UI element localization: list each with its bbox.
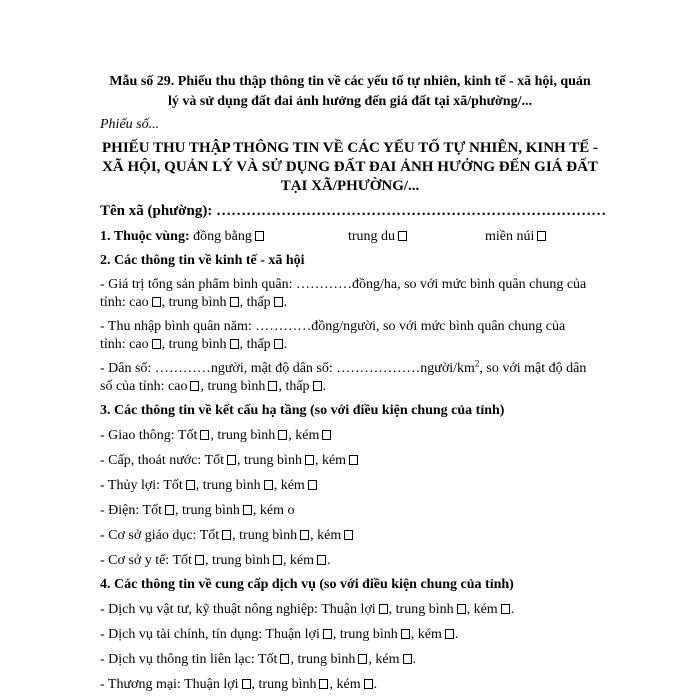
finance-good-label: - Dịch vụ tài chính, tín dụng: Thuận lợi [100, 627, 320, 642]
opt-midland [348, 228, 408, 246]
checkbox-income-low[interactable] [274, 339, 283, 349]
checkbox-electricity-medium[interactable] [243, 505, 252, 515]
pop-low-label: thấp [285, 379, 310, 394]
checkbox-agri-medium[interactable] [457, 604, 466, 614]
income-high-label: tỉnh: cao [100, 337, 149, 352]
opt-mountain [485, 228, 547, 246]
gdp-high-label: tỉnh: cao [100, 295, 149, 310]
checkbox-agri-good[interactable] [379, 604, 388, 614]
pop-medium-label: trung bình [207, 379, 266, 394]
checkbox-income-high[interactable] [152, 339, 161, 349]
water-row: - Cấp, thoát nước: Tốt , trung bình , kém [100, 452, 359, 470]
checkbox-gdp-high[interactable] [152, 297, 161, 307]
opt-midland-label: trung du [348, 229, 396, 244]
population-text: - Dân số: …………người, mật độ dân số: ………………người/km [100, 361, 475, 376]
trade-poor-label: kém [336, 677, 361, 692]
form-title-line2: lý và sử dụng đất đai ảnh hưởng đến giá đất tại xã/phường/... [168, 94, 532, 109]
commune-field[interactable] [100, 202, 606, 220]
main-title-line1: PHIẾU THU THẬP THÔNG TIN VỀ CÁC YẾU TỐ TỰ NHIÊN, KINH TẾ - [102, 140, 598, 156]
trade-medium-label: trung bình [258, 677, 317, 692]
checkbox-telecom-good[interactable] [280, 654, 289, 664]
electricity-poor-label: kém o [259, 503, 295, 518]
telecom-good-label: - Dịch vụ thông tin liên lạc: Tốt [100, 652, 278, 667]
trade-good-label: - Thương mại: Thuận lợi [100, 677, 239, 692]
checkbox-pop-high[interactable] [190, 381, 199, 391]
checkbox-traffic-poor[interactable] [322, 430, 331, 440]
checkbox-electricity-good[interactable] [165, 505, 174, 515]
gdp-low-label: thấp [246, 295, 271, 310]
education-medium-label: trung bình [239, 528, 298, 543]
checkbox-irrigation-poor[interactable] [308, 480, 317, 490]
income-line1: - Thu nhập bình quân năm: …………đồng/người, so với mức bình quân chung của [100, 319, 566, 334]
irrigation-good-label: - Thủy lợi: Tốt [100, 478, 183, 493]
irrigation-row: - Thủy lợi: Tốt , trung bình , kém [100, 477, 318, 495]
checkbox-trade-medium[interactable] [319, 679, 328, 689]
agri-poor-label: kém [473, 602, 498, 617]
water-good-label: - Cấp, thoát nước: Tốt [100, 453, 224, 468]
telecom-service-row: - Dịch vụ thông tin liên lạc: Tốt , trung bình , kém . [100, 652, 416, 667]
gdp-line1: - Giá trị tổng sản phẩm bình quân: …………đồng/ha, so với mức bình quân chung của [100, 277, 587, 292]
section1-row [100, 228, 265, 246]
checkbox-irrigation-medium[interactable] [264, 480, 273, 490]
agri-service-row: - Dịch vụ vật tư, kỹ thuật nông nghiệp: Thuận lợi , trung bình , kém . [100, 602, 515, 617]
form-number: Phiếu số... [100, 117, 160, 132]
checkbox-midland[interactable] [398, 231, 407, 241]
traffic-medium-label: trung bình [217, 428, 276, 443]
finance-service-row: - Dịch vụ tài chính, tín dụng: Thuận lợi , trung bình , kém . [100, 627, 459, 642]
checkbox-telecom-medium[interactable] [358, 654, 367, 664]
section2-heading: 2. Các thông tin về kinh tế - xã hội [100, 253, 305, 268]
traffic-poor-label: kém [295, 428, 320, 443]
commune-dots: …………………………………………………………………… [216, 203, 607, 219]
telecom-poor-label: kém [375, 652, 400, 667]
checkbox-income-medium[interactable] [230, 339, 239, 349]
finance-poor-label: kém [417, 627, 442, 642]
section1-heading: 1. Thuộc vùng: [100, 229, 190, 244]
health-good-label: - Cơ sở y tế: Tốt [100, 553, 192, 568]
form-title-line1: Mẫu số 29. Phiếu thu thập thông tin về các yếu tố tự nhiên, kinh tế - xã hội, quản [109, 74, 591, 89]
checkbox-health-good[interactable] [195, 555, 204, 565]
checkbox-gdp-medium[interactable] [230, 297, 239, 307]
checkbox-finance-good[interactable] [323, 629, 332, 639]
population-text-end: , so với mật độ dân [479, 361, 587, 376]
agri-good-label: - Dịch vụ vật tư, kỹ thuật nông nghiệp: Thuận lợi [100, 602, 376, 617]
irrigation-poor-label: kém [280, 478, 305, 493]
main-title-line3: TẠI XÃ/PHƯỜNG/... [280, 178, 420, 194]
telecom-medium-label: trung bình [297, 652, 356, 667]
checkbox-education-medium[interactable] [300, 530, 309, 540]
gdp-medium-label: trung bình [168, 295, 227, 310]
opt-mountain-label: miền núi [485, 229, 535, 244]
irrigation-medium-label: trung bình [202, 478, 261, 493]
gdp-line2: tỉnh: cao , trung bình , thấp . [100, 295, 288, 310]
checkbox-traffic-medium[interactable] [278, 430, 287, 440]
checkbox-trade-good[interactable] [242, 679, 251, 689]
opt-plain-label: đồng bằng [193, 229, 252, 244]
income-low-label: thấp [246, 337, 271, 352]
commune-label: Tên xã (phường): [100, 203, 217, 219]
telecom-period: . [412, 652, 416, 667]
checkbox-health-poor[interactable] [317, 555, 326, 565]
education-poor-label: kém [317, 528, 342, 543]
checkbox-pop-medium[interactable] [268, 381, 277, 391]
education-good-label: - Cơ sở giáo dục: Tốt [100, 528, 220, 543]
checkbox-water-good[interactable] [227, 455, 236, 465]
checkbox-pop-low[interactable] [313, 381, 322, 391]
education-row: - Cơ sở giáo dục: Tốt , trung bình , kém [100, 527, 354, 545]
checkbox-trade-poor[interactable] [364, 679, 373, 689]
checkbox-gdp-low[interactable] [274, 297, 283, 307]
agri-period: . [510, 602, 515, 617]
checkbox-finance-medium[interactable] [401, 629, 410, 639]
main-title-line2: XÃ HỘI, QUẢN LÝ VÀ SỬ DỤNG ĐẤT ĐAI ẢNH HƯỞNG ĐẾN GIÁ ĐẤT [102, 159, 598, 175]
electricity-good-label: - Điện: Tốt [100, 503, 162, 518]
income-line2: tỉnh: cao , trung bình , thấp . [100, 337, 288, 352]
checkbox-education-good[interactable] [222, 530, 231, 540]
electricity-row: - Điện: Tốt , trung bình , kém o [100, 503, 295, 518]
checkbox-plain[interactable] [255, 231, 264, 241]
checkbox-water-medium[interactable] [305, 455, 314, 465]
trade-period: . [373, 677, 378, 692]
traffic-good-label: - Giao thông: Tốt [100, 428, 198, 443]
checkbox-irrigation-good[interactable] [186, 480, 195, 490]
checkbox-traffic-good[interactable] [200, 430, 209, 440]
traffic-row: - Giao thông: Tốt , trung bình , kém [100, 427, 332, 445]
population-line2: số của tỉnh: cao , trung bình , thấp . [100, 379, 327, 394]
checkbox-finance-poor[interactable] [445, 629, 454, 639]
km2-superscript: 2 [474, 358, 480, 369]
trade-service-row: - Thương mại: Thuận lợi , trung bình , kém . [100, 677, 378, 692]
section3-heading: 3. Các thông tin về kết cấu hạ tầng (so với điều kiện chung của tỉnh) [100, 403, 505, 418]
income-medium-label: trung bình [168, 337, 227, 352]
checkbox-mountain[interactable] [537, 231, 546, 241]
health-medium-label: trung bình [211, 553, 270, 568]
checkbox-health-medium[interactable] [273, 555, 282, 565]
electricity-medium-label: trung bình [181, 503, 240, 518]
section4-heading: 4. Các thông tin về cung cấp dịch vụ (so với điều kiện chung của tỉnh) [100, 577, 514, 592]
finance-medium-label: trung bình [339, 627, 398, 642]
agri-medium-label: trung bình [395, 602, 454, 617]
water-poor-label: kém [321, 453, 347, 468]
checkbox-telecom-poor[interactable] [403, 654, 412, 664]
checkbox-education-poor[interactable] [344, 530, 353, 540]
water-medium-label: trung bình [244, 453, 302, 468]
checkbox-water-poor[interactable] [349, 455, 358, 465]
pop-high-label: số của tỉnh: cao [100, 379, 188, 394]
population-line1 [100, 360, 586, 378]
health-poor-label: kém [289, 553, 314, 568]
finance-period: . [454, 627, 459, 642]
health-row: - Cơ sở y tế: Tốt , trung bình , kém . [100, 553, 331, 568]
checkbox-agri-poor[interactable] [501, 604, 510, 614]
